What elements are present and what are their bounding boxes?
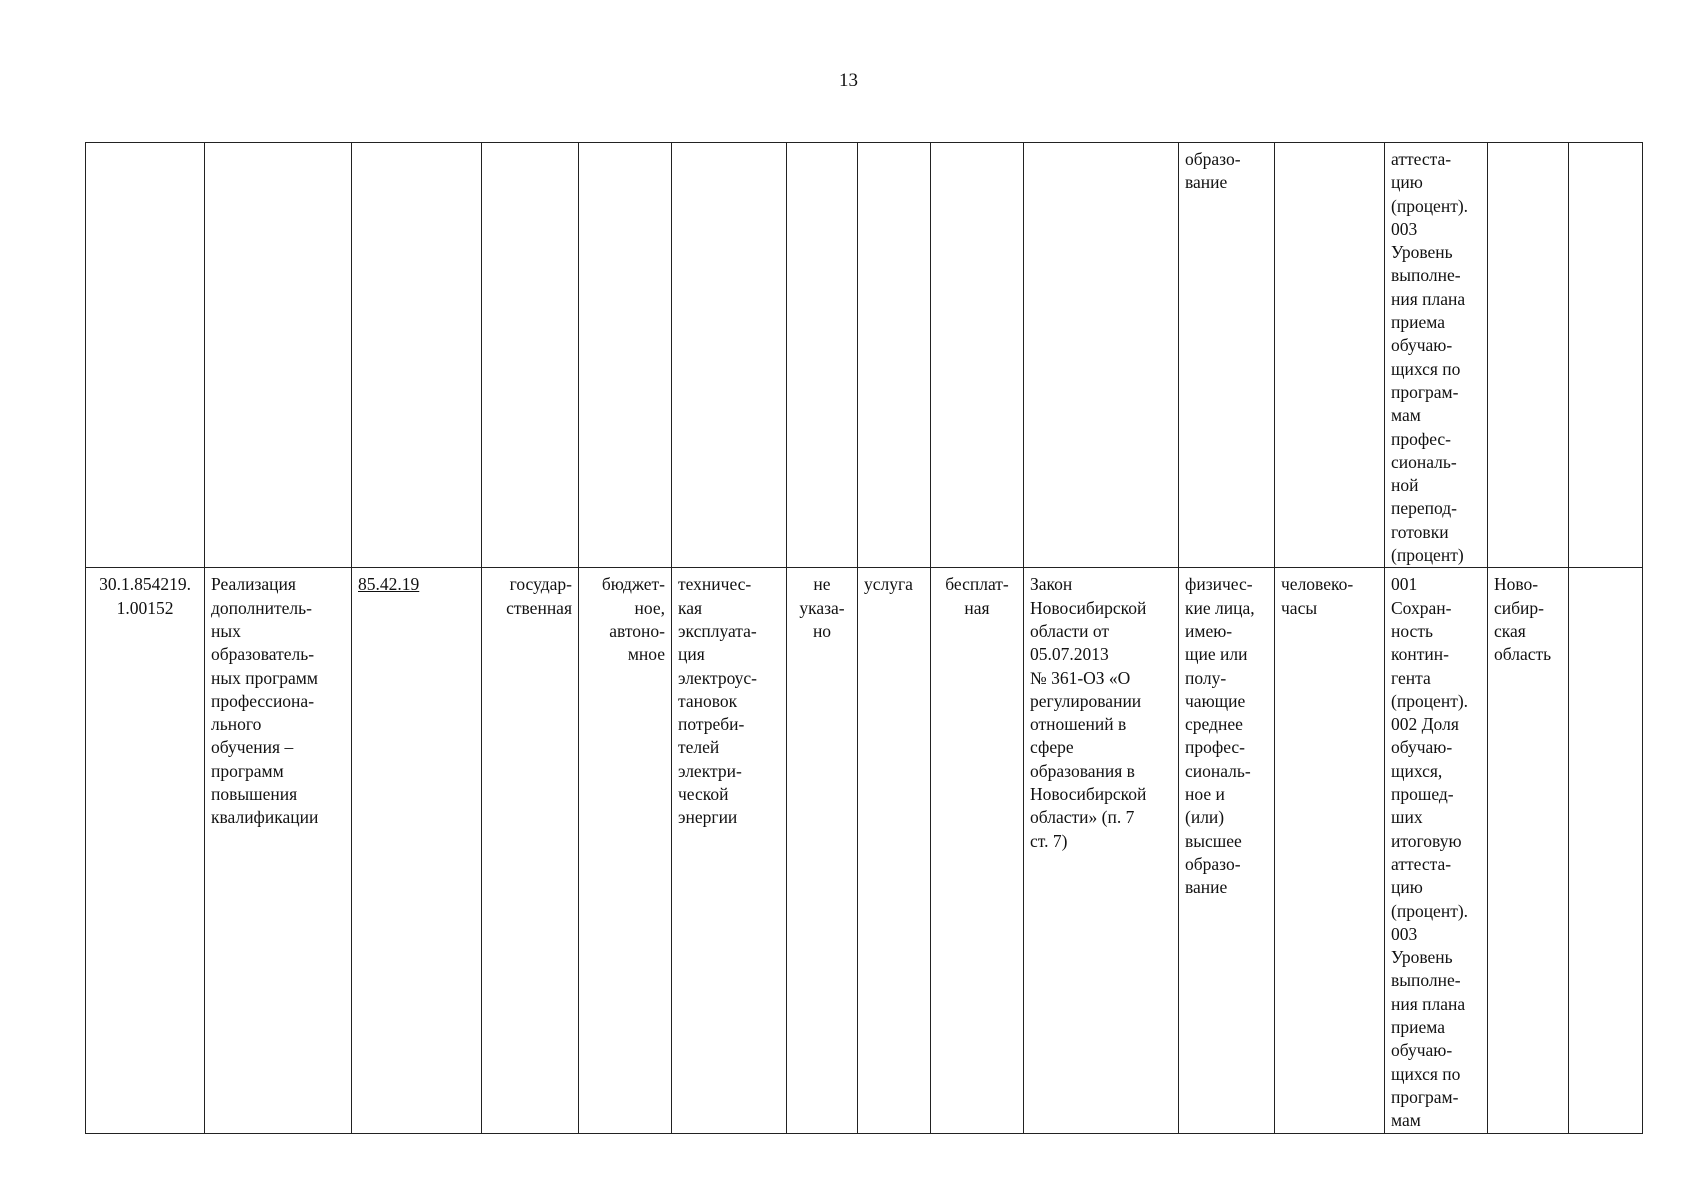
cell-specialty: техничес- кая эксплуата- ция электроус- тановок потреби- телей электри- ческой энергии <box>672 568 787 1134</box>
cell-volume-indicator <box>1275 143 1385 568</box>
cell-institution-type: бюджет- ное, автоно- мное <box>579 568 672 1134</box>
okved-code-link[interactable]: 85.42.19 <box>358 574 420 595</box>
cell-quality-indicators: 001 Сохран- ность контин- гента (процент). 002 Доля обучаю- щихся, прошед- ших итоговую аттеста- цию (процент). 003 Уровень выполне- ния плана приема обучаю- щихся по програм- мам <box>1385 568 1488 1134</box>
cell-region <box>1488 143 1569 568</box>
cell-okved-code <box>352 568 482 1134</box>
services-registry-table <box>85 142 1643 1134</box>
cell-ownership: государ- ственная <box>482 568 579 1134</box>
cell-legal-basis: Закон Новосибирской области от 05.07.2013 № 361-ОЗ «О регулировании отношений в сфере образования в Новосибирской области» (п. 7 ст. 7) <box>1024 568 1179 1134</box>
cell-legal-basis <box>1024 143 1179 568</box>
cell-payment: бесплат- ная <box>931 568 1024 1134</box>
cell-extra <box>1569 568 1643 1134</box>
cell-quality-indicators: аттеста- цию (процент). 003 Уровень выполне- ния плана приема обучаю- щихся по програм- мам профес- сиональ- ной перепод- готовки (процент) <box>1385 143 1488 568</box>
cell-form: не указа- но <box>787 568 858 1134</box>
cell-registry-number: 30.1.854219. 1.00152 <box>86 568 205 1134</box>
cell-ownership <box>482 143 579 568</box>
cell-kind: услуга <box>858 568 931 1134</box>
cell-payment <box>931 143 1024 568</box>
cell-okved-code <box>352 143 482 568</box>
cell-service-name: Реализация дополнитель- ных образователь- ных программ профессиона- льного обучения – программ повышения квалификации <box>205 568 352 1134</box>
cell-extra <box>1569 143 1643 568</box>
cell-registry-number <box>86 143 205 568</box>
cell-form <box>787 143 858 568</box>
table-row <box>86 143 1643 568</box>
cell-volume-indicator: человеко- часы <box>1275 568 1385 1134</box>
cell-specialty <box>672 143 787 568</box>
cell-institution-type <box>579 143 672 568</box>
cell-consumers: физичес- кие лица, имею- щие или полу- чающие среднее профес- сиональ- ное и (или) высшее образо- вание <box>1179 568 1275 1134</box>
cell-consumers: образо- вание <box>1179 143 1275 568</box>
table-row <box>86 568 1643 1134</box>
cell-region: Ново- сибир- ская область <box>1488 568 1569 1134</box>
cell-service-name <box>205 143 352 568</box>
page-number: 13 <box>839 70 858 91</box>
cell-kind <box>858 143 931 568</box>
